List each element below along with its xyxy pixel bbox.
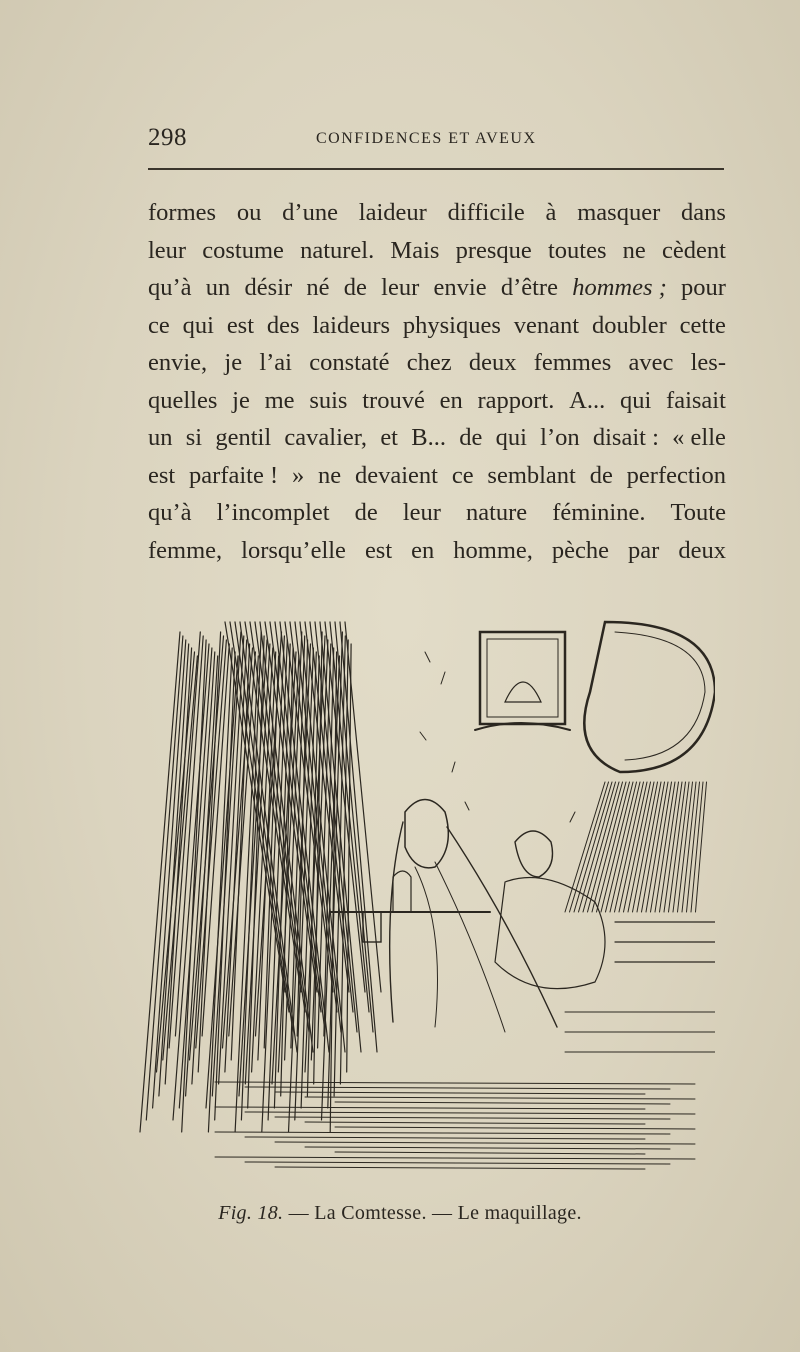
- word: ou: [236, 199, 262, 226]
- word: deux: [678, 536, 726, 564]
- word: de: [343, 274, 367, 301]
- figure-caption-text: — La Comtesse. — Le maquillage.: [283, 1202, 582, 1224]
- word: est: [148, 461, 176, 489]
- word: cavalier,: [284, 424, 368, 451]
- word: un: [148, 424, 173, 451]
- word: toutes: [547, 236, 607, 264]
- word: féminine.: [552, 499, 646, 526]
- word: laideur: [358, 199, 427, 226]
- word: parfaite !: [189, 461, 279, 489]
- word: désir: [244, 274, 293, 301]
- text-line: [148, 457, 726, 495]
- word: d’être: [500, 274, 558, 301]
- word: gentil: [215, 424, 272, 451]
- word: suis: [309, 386, 348, 414]
- word: semblant: [487, 461, 576, 489]
- word: lorsqu’elle: [241, 536, 346, 564]
- word: chez: [406, 349, 452, 376]
- word: qui: [619, 386, 652, 414]
- text-line: [148, 269, 726, 307]
- word: ne: [318, 461, 342, 489]
- word: cèdent: [661, 236, 726, 264]
- word: leur: [381, 274, 420, 301]
- word: quelles: [148, 386, 218, 414]
- word: masquer: [577, 199, 661, 226]
- engraving-illustration: [135, 612, 715, 1177]
- word: pèche: [551, 536, 610, 564]
- word: venant: [513, 311, 580, 339]
- word: les-: [690, 349, 726, 376]
- word: de: [589, 461, 613, 489]
- word: deux: [468, 349, 517, 376]
- word: leur: [148, 236, 187, 264]
- word: trouvé: [362, 386, 425, 414]
- figure-caption: [0, 1202, 800, 1225]
- engraving-drawing: [135, 612, 715, 1177]
- word: rapport.: [477, 386, 555, 414]
- word: l’incomplet: [216, 499, 330, 526]
- word: nature: [465, 499, 528, 526]
- text-line: [148, 532, 726, 570]
- word: et: [380, 424, 398, 451]
- text-line: [148, 419, 726, 457]
- word: je: [224, 349, 243, 376]
- word: qu’à: [148, 274, 192, 301]
- word: est: [364, 536, 393, 564]
- word: des: [266, 311, 300, 339]
- word: envie,: [148, 349, 208, 376]
- word: dans: [681, 199, 726, 226]
- word: costume: [202, 236, 284, 264]
- word: Mais: [390, 236, 440, 264]
- word: perfection: [626, 461, 726, 489]
- word: si: [185, 424, 203, 451]
- word: par: [628, 536, 660, 564]
- word: qui: [182, 311, 214, 339]
- page-number: 298: [148, 124, 187, 151]
- text-line: [148, 494, 726, 532]
- word: formes: [148, 199, 217, 226]
- text-line: [148, 344, 726, 382]
- word: qu’à: [148, 499, 192, 526]
- word: naturel.: [300, 236, 375, 264]
- word: me: [264, 386, 295, 414]
- running-head: [148, 124, 724, 164]
- word: est: [226, 311, 255, 339]
- word: l’on: [540, 424, 580, 451]
- word: d’une: [282, 199, 338, 226]
- word: ne: [622, 236, 646, 264]
- body-paragraph: [148, 194, 726, 569]
- word: laideurs: [312, 311, 391, 339]
- word: Toute: [670, 499, 726, 526]
- running-title: CONFIDENCES ET AVEUX: [316, 130, 537, 147]
- word: femmes: [533, 349, 612, 376]
- word: pour: [681, 274, 726, 301]
- text-line: [148, 232, 726, 270]
- figure-label: Fig. 18.: [218, 1202, 284, 1224]
- word: A...: [569, 386, 606, 414]
- word: je: [232, 386, 250, 414]
- word: difficile: [447, 199, 525, 226]
- word: de: [459, 424, 483, 451]
- word: hommes ;: [572, 274, 667, 301]
- word: leur: [402, 499, 441, 526]
- word: femme,: [148, 536, 223, 564]
- word: presque: [455, 236, 532, 264]
- word: »: [291, 461, 305, 489]
- word: à: [545, 199, 557, 226]
- word: en: [439, 386, 463, 414]
- word: ce: [451, 461, 474, 489]
- word: constaté: [309, 349, 390, 376]
- word: envie: [433, 274, 487, 301]
- word: avec: [628, 349, 674, 376]
- word: l’ai: [259, 349, 292, 376]
- word: physiques: [402, 311, 501, 339]
- word: B...: [411, 424, 446, 451]
- word: de: [354, 499, 378, 526]
- word: cette: [679, 311, 726, 339]
- header-rule: [148, 168, 724, 170]
- word: faisait: [666, 386, 726, 414]
- word: qui: [495, 424, 527, 451]
- word: « elle: [672, 424, 726, 451]
- word: un: [205, 274, 231, 301]
- word: devaient: [355, 461, 438, 489]
- word: né: [306, 274, 330, 301]
- word: ce: [148, 311, 170, 339]
- text-line: [148, 307, 726, 345]
- word: homme,: [453, 536, 533, 564]
- word: en: [411, 536, 435, 564]
- text-line: [148, 194, 726, 232]
- word: disait :: [592, 424, 659, 451]
- text-line: [148, 382, 726, 420]
- word: doubler: [591, 311, 667, 339]
